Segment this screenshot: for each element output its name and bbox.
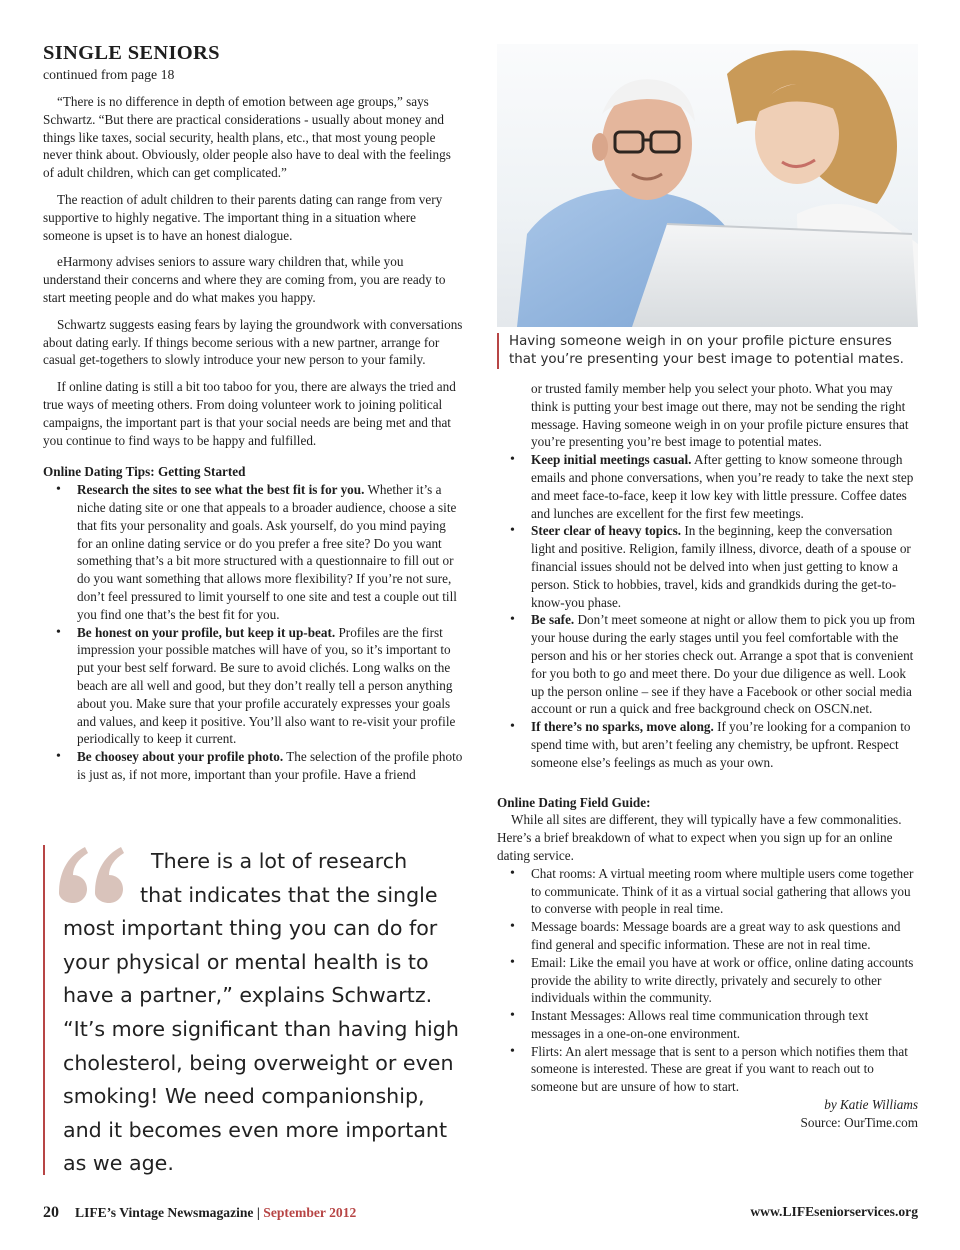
- pull-quote: [43, 845, 465, 1175]
- tip-continuation: or trusted family member help you select your photo. What you may think is putting your best image out there, may not be sending the right message. Having someone weigh in on your profile picture ensures that you’re presenting you’re best image to potential mates.: [531, 381, 909, 450]
- paragraph: If online dating is still a bit too taboo for you, there are always the tried and true ways of meeting others. From doing volunteer work to joining political campaigns, the important part is that your social needs are being met and that you continue to find ways to be happy and fulfilled.: [43, 379, 456, 448]
- tips-heading: Online Dating Tips: Getting Started: [43, 464, 246, 480]
- tip-text: Whether it’s a niche dating site or one that appeals to a broader audience, choose a site that fits your personality and goals. Ask yourself, do you mind paying for an online dating service or do you prefer a free site? Do you want something that’s a bit more structured with a questionnaire to fill out or do you want something that allows more flexibility? If you’re not sure, don’t feel pressured to limit yourself to one site and test a couple out till you find one that’s the best fit for you.: [77, 482, 457, 622]
- page-number: 20: [43, 1204, 59, 1221]
- article-photo: [497, 44, 918, 327]
- footer-separator: |: [253, 1205, 264, 1220]
- list-item: [43, 481, 463, 623]
- quote-line: your physical or mental health is to: [63, 949, 429, 974]
- left-column: [43, 40, 463, 784]
- list-item: [497, 522, 918, 611]
- tip-lead: Be safe.: [531, 612, 575, 628]
- publication-name: LIFE’s Vintage Newsmagazine: [75, 1205, 254, 1220]
- list-item: • Instant Messages: Allows real time communication through text messages in a one-on-one environment.: [497, 1007, 918, 1043]
- list-item: [43, 748, 463, 784]
- page-footer: [43, 1204, 918, 1222]
- tips-list-continued: [497, 451, 918, 771]
- list-item: [497, 718, 918, 771]
- tip-text: In the beginning, keep the conversation light and positive. Religion, family illness, divorce, death of a spouse or financial issues should not be delved into when just getting to know a person. Stick to hobbies, travel, kids and grandkids during the get-to-know-you phase.: [531, 523, 911, 610]
- tip-lead: Keep initial meetings casual.: [531, 452, 692, 468]
- paragraph: The reaction of adult children to their parents dating can range from very supportive to highly negative. The important thing in a situation where someone is upset is to have an honest dialogue.: [43, 191, 443, 243]
- quote-line: most important thing you can do for: [63, 916, 438, 941]
- article-title: SINGLE SENIORS: [43, 42, 220, 64]
- byline: by Katie Williams: [824, 1097, 918, 1113]
- list-item: • Email: Like the email you have at work or office, online dating accounts provide the ability to write directly, privately and securely to other individuals within the community.: [497, 954, 918, 1007]
- paragraph: Schwartz suggests easing fears by laying the groundwork with conversations about dating early. If things become serious with a new partner, arrange for casual get-togethers to slowly introduce your new person to your family.: [43, 316, 463, 368]
- photo-caption: Having someone weigh in on your profile picture ensures that you’re presenting your best image to potential mates.: [497, 333, 918, 369]
- quote-line: cholesterol, being overweight or even: [63, 1050, 454, 1075]
- quote-line: that indicates that the single: [140, 882, 438, 907]
- tip-text: After getting to know someone through emails and phone conversations, when you’re ready to take the next step and meet face-to-face, keep it low key with little pressure. Coffee dates and lunches are excellent for the first few meetings.: [531, 452, 914, 521]
- right-column: [497, 44, 918, 1132]
- quote-line: have a partner,” explains Schwartz.: [63, 983, 433, 1008]
- list-item: [497, 611, 918, 718]
- list-item: [497, 451, 918, 522]
- list-item: [43, 624, 463, 749]
- quote-line: smoking! We need companionship,: [63, 1084, 425, 1109]
- quote-line: “It’s more significant than having high: [63, 1016, 459, 1041]
- field-guide-intro: While all sites are different, they will typically have a few commonalities. Here’s a brief breakdown of what to expect when you sign up for an online dating service.: [497, 812, 902, 863]
- list-item: • Chat rooms: A virtual meeting room where multiple users come together to communicate. Think of it as a virtual social gathering that allows you to converse with people in real time.: [497, 865, 918, 918]
- tip-lead: If there’s no sparks, move along.: [531, 719, 714, 735]
- issue-date: September 2012: [263, 1205, 357, 1220]
- paragraph: eHarmony advises seniors to assure wary children that, while you understand their concerns and where they are coming from, you are ready to start meeting people and do what makes you happy.: [43, 254, 446, 305]
- tip-text: The selection of the profile photo is just as, if not more, important than your profile. Have a friend: [77, 749, 463, 782]
- list-item: • Flirts: An alert message that is sent to a person which notifies them that someone is interested. These are great if you want to reach out to someone but are unsure of how to start.: [497, 1043, 918, 1096]
- tip-lead: Be choosey about your profile photo.: [77, 749, 284, 765]
- tip-lead: Research the sites to see what the best fit is for you.: [77, 482, 365, 498]
- quote-line: and it becomes even more important: [63, 1117, 448, 1142]
- quote-line: as we age.: [63, 1151, 174, 1176]
- quote-line: There is a lot of research: [151, 849, 408, 873]
- list-item: • Message boards: Message boards are a great way to ask questions and find general and specific information. These are not in real time.: [497, 918, 918, 954]
- pull-quote-text: [63, 845, 463, 1181]
- tips-list: [43, 481, 463, 784]
- continued-note: continued from page 18: [43, 67, 175, 82]
- website-link[interactable]: www.LIFEseniorservices.org: [750, 1204, 918, 1219]
- tip-lead: Steer clear of heavy topics.: [531, 523, 682, 539]
- field-guide-heading: Online Dating Field Guide:: [497, 794, 651, 810]
- tip-text: Don’t meet someone at night or allow them to pick you up from your house during the early stages until you feel comfortable with the person and his or her stories check out. Arrange a spot that is convenient for you both to go and meet there. Do your due diligence as well. Look up the person online – see if they have a Facebook or other social media account or run a quick and free background check on OSCN.net.: [531, 612, 915, 717]
- tip-text: If you’re looking for a companion to spend time with, but aren’t feeling any chemistry, be upfront. Respect someone else’s feelings as much as your own.: [531, 719, 911, 770]
- paragraph: “There is no difference in depth of emotion between age groups,” says Schwartz. “But there are practical considerations - usually about money and things like taxes, social security, health plans, etc., that most young people never think about. Obviously, older people also have to deal with the feelings of adult children, which can get complicated.”: [43, 94, 451, 181]
- photo-illustration: [497, 44, 918, 327]
- field-guide-list: [497, 865, 918, 1096]
- tip-lead: Be honest on your profile, but keep it up-beat.: [77, 624, 336, 640]
- tip-text: Profiles are the first impression your possible matches will have of you, so it’s important to put your best self forward. Be sure to avoid clichés. Long walks on the beach are all well and good, but they don’t really tell a person anything about you. Make sure that your profile accurately expresses your goals and values, and keep it positive. You’ll also want to re-visit your profile periodically to keep it current.: [77, 624, 456, 747]
- source-credit: Source: OurTime.com: [800, 1114, 918, 1130]
